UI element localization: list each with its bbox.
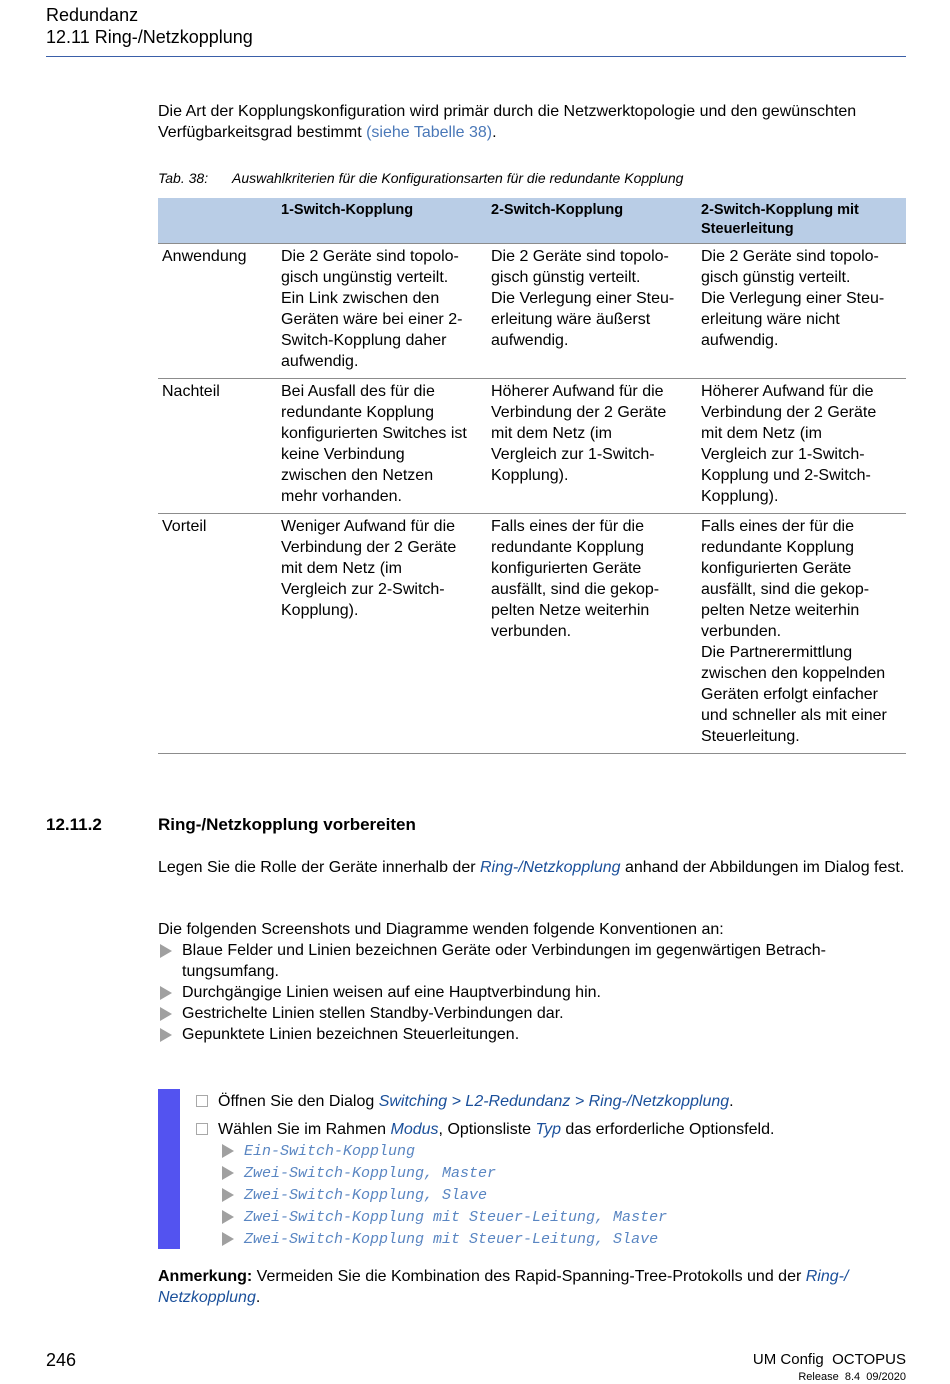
cell-line: Weniger Aufwand für die	[281, 518, 456, 535]
list-item	[220, 1140, 667, 1162]
table-row-label: Anwendung	[158, 244, 277, 379]
section-number: 12.11.2	[46, 815, 102, 834]
cell-line: Kopplung).	[491, 467, 569, 484]
cell-line: ausfällt, sind die gekop-	[701, 581, 870, 598]
cell-line: keine Verbindung	[281, 446, 405, 463]
cell-line: aufwendig.	[281, 353, 359, 370]
section-paragraph-1	[158, 857, 906, 878]
triangle-bullet-icon	[160, 1028, 172, 1042]
table-caption	[158, 169, 683, 187]
cell-line: mit dem Netz (im	[491, 425, 612, 442]
list-item	[220, 1206, 667, 1228]
table-header-2-switch-control: 2-Switch-Kopplung mit Steuerleitung	[697, 198, 906, 244]
option-steuer-slave[interactable]: Zwei-Switch-Kopplung mit Steuer-Leitung, Slave	[244, 1231, 659, 1248]
cell-line: Kopplung).	[281, 602, 359, 619]
cell-line: Kopplung).	[701, 488, 779, 505]
action-marker-bar	[158, 1089, 180, 1249]
cell-line: Verbindung der 2 Geräte	[491, 404, 667, 421]
cell-line: konfigurierten Geräte	[491, 560, 642, 577]
table-reference-link[interactable]: (siehe Tabelle 38)	[366, 124, 493, 141]
cell-line: mit dem Netz (im	[701, 425, 822, 442]
cell-line: Die 2 Geräte sind topolo-	[281, 248, 459, 265]
table-row	[158, 379, 906, 514]
table-header-2-switch: 2-Switch-Kopplung	[487, 198, 697, 244]
cell-line: zwischen den Netzen	[281, 467, 434, 484]
cell-line: aufwendig.	[491, 332, 569, 349]
cell-line: Bei Ausfall des für die	[281, 383, 435, 400]
cell-line: Ein Link zwischen den	[281, 290, 440, 307]
cell-line: Falls eines der für die	[491, 518, 644, 535]
table-header-1-switch: 1-Switch-Kopplung	[277, 198, 487, 244]
list-item: Blaue Felder und Linien bezeichnen Geräte oder Verbindungen im gegenwärtigen Betrach-tungsumfang.	[158, 940, 906, 982]
table-cell	[697, 514, 906, 754]
action-step-2: Wählen Sie im Rahmen Modus, Optionsliste Typ das erforderliche Optionsfeld.	[196, 1119, 774, 1140]
table-header-row	[158, 198, 906, 244]
cell-line: Die Verlegung einer Steu-	[491, 290, 675, 307]
cell-line: gisch günstig verteilt.	[491, 269, 641, 286]
table-row	[158, 514, 906, 754]
table-cell	[277, 514, 487, 754]
intro-end: .	[492, 124, 497, 141]
cell-line: Geräten wäre bei einer 2-	[281, 311, 463, 328]
note-text: Vermeiden Sie die Kombination des Rapid-Spanning-Tree-Protokolls und der	[252, 1268, 806, 1285]
option-steuer-master[interactable]: Zwei-Switch-Kopplung mit Steuer-Leitung, Master	[244, 1209, 668, 1226]
cell-line: pelten Netze weiterhin	[491, 602, 650, 619]
footer-release: Release 8.4 09/2020	[798, 1371, 906, 1383]
cell-line: Höherer Aufwand für die	[701, 383, 874, 400]
option-zwei-switch-slave[interactable]: Zwei-Switch-Kopplung, Slave	[244, 1187, 488, 1204]
list-item	[220, 1184, 667, 1206]
list-item: Durchgängige Linien weisen auf eine Hauptverbindung hin.	[158, 982, 906, 1003]
criteria-table	[158, 198, 906, 754]
cell-line: Falls eines der für die	[701, 518, 854, 535]
cell-line: erleitung wäre äußerst	[491, 311, 651, 328]
cell-line: und schneller als mit einer	[701, 707, 887, 724]
intro-text: Die Art der Kopplungskonfiguration wird primär durch die Netzwerktopologie und den gewünschten Verfügbarkeitsgrad bestimmt	[158, 103, 857, 141]
note-ring-coupling-link[interactable]: Ring-/ Netzkopplung	[158, 1268, 849, 1306]
checkbox-icon	[196, 1123, 208, 1135]
cell-line: Höherer Aufwand für die	[491, 383, 664, 400]
cell-line: Switch-Kopplung daher	[281, 332, 447, 349]
triangle-bullet-icon	[222, 1232, 234, 1246]
conventions-list	[158, 940, 906, 1045]
option-list	[220, 1140, 667, 1250]
table-cell	[487, 244, 697, 379]
cell-line: verbunden.	[701, 623, 782, 640]
table-caption-text: Auswahlkriterien für die Konfigurationsarten für die redundante Kopplung	[232, 170, 684, 186]
cell-line: Vergleich zur 1-Switch-	[491, 446, 655, 463]
typ-link[interactable]: Typ	[535, 1121, 561, 1138]
dialog-path-link[interactable]: Switching > L2-Redundanz > Ring-/Netzkopplung	[378, 1093, 730, 1110]
cell-line: redundante Kopplung	[281, 404, 435, 421]
page-number: 246	[46, 1350, 77, 1370]
cell-line: pelten Netze weiterhin	[701, 602, 860, 619]
triangle-bullet-icon	[222, 1144, 234, 1158]
cell-line: Die 2 Geräte sind topolo-	[491, 248, 669, 265]
running-header-section: 12.11 Ring-/Netzkopplung	[46, 27, 253, 47]
option-zwei-switch-master[interactable]: Zwei-Switch-Kopplung, Master	[244, 1165, 497, 1182]
triangle-bullet-icon	[160, 1007, 172, 1021]
triangle-bullet-icon	[160, 944, 172, 958]
section-paragraph-2: Die folgenden Screenshots und Diagramme wenden folgende Konventionen an:	[158, 921, 724, 938]
table-row-label: Vorteil	[158, 514, 277, 754]
cell-line: zwischen den koppelnden	[701, 665, 886, 682]
table-cell	[697, 379, 906, 514]
footer-document-title: UM Config OCTOPUS	[752, 1351, 906, 1368]
cell-line: aufwendig.	[701, 332, 779, 349]
cell-line: Verbindung der 2 Geräte	[701, 404, 877, 421]
p1-after: anhand der Abbildungen im Dialog fest.	[620, 859, 905, 876]
cell-line: erleitung wäre nicht	[701, 311, 840, 328]
triangle-bullet-icon	[160, 986, 172, 1000]
intro-paragraph	[158, 101, 906, 143]
table-cell	[697, 244, 906, 379]
cell-line: gisch günstig verteilt.	[701, 269, 851, 286]
cell-line: verbunden.	[491, 623, 572, 640]
cell-line: konfigurierten Switches ist	[281, 425, 467, 442]
list-item: Gepunktete Linien bezeichnen Steuerleitungen.	[158, 1024, 906, 1045]
cell-line: Vergleich zur 2-Switch-	[281, 581, 445, 598]
list-item: Gestrichelte Linien stellen Standby-Verbindungen dar.	[158, 1003, 906, 1024]
action-step-1: Öffnen Sie den Dialog Switching > L2-Redundanz > Ring-/Netzkopplung.	[196, 1091, 734, 1112]
triangle-bullet-icon	[222, 1188, 234, 1202]
cell-line: Verbindung der 2 Geräte	[281, 539, 457, 556]
triangle-bullet-icon	[222, 1210, 234, 1224]
note-label: Anmerkung:	[158, 1268, 253, 1285]
cell-line: redundante Kopplung	[701, 539, 855, 556]
table-cell	[277, 379, 487, 514]
note-paragraph: Anmerkung: Vermeiden Sie die Kombination des Rapid-Spanning-Tree-Protokolls und der Ring-/ Netzkopplung.	[158, 1268, 849, 1306]
table-cell	[277, 244, 487, 379]
cell-line: Die Verlegung einer Steu-	[701, 290, 885, 307]
cell-line: konfigurierten Geräte	[701, 560, 852, 577]
cell-line: Die 2 Geräte sind topolo-	[701, 248, 879, 265]
triangle-bullet-icon	[222, 1166, 234, 1180]
table-caption-number: Tab. 38:	[158, 170, 209, 186]
cell-line: gisch ungünstig verteilt.	[281, 269, 449, 286]
cell-line: redundante Kopplung	[491, 539, 645, 556]
cell-line: mehr vorhanden.	[281, 488, 402, 505]
table-header-empty	[158, 198, 277, 244]
running-header-chapter: Redundanz	[46, 5, 139, 25]
list-item	[220, 1162, 667, 1184]
p1-before: Legen Sie die Rolle der Geräte innerhalb der	[158, 859, 480, 876]
ring-coupling-link[interactable]: Ring-/Netzkopplung	[479, 859, 621, 876]
list-item	[220, 1228, 667, 1250]
header-rule	[46, 56, 906, 57]
table-row-label: Nachteil	[158, 379, 277, 514]
table-cell	[487, 379, 697, 514]
checkbox-icon	[196, 1095, 208, 1107]
cell-line: Vergleich zur 1-Switch-	[701, 446, 865, 463]
cell-line: ausfällt, sind die gekop-	[491, 581, 660, 598]
cell-line: Geräten erfolgt einfacher	[701, 686, 878, 703]
cell-line: Steuerleitung.	[701, 728, 800, 745]
cell-line: Kopplung und 2-Switch-	[701, 467, 871, 484]
modus-link[interactable]: Modus	[390, 1121, 439, 1138]
table-cell	[487, 514, 697, 754]
cell-line: mit dem Netz (im	[281, 560, 402, 577]
section-title: Ring-/Netzkopplung vorbereiten	[158, 815, 416, 834]
table-row	[158, 244, 906, 379]
cell-line: Die Partnerermittlung	[701, 644, 853, 661]
option-ein-switch[interactable]: Ein-Switch-Kopplung	[244, 1143, 416, 1160]
